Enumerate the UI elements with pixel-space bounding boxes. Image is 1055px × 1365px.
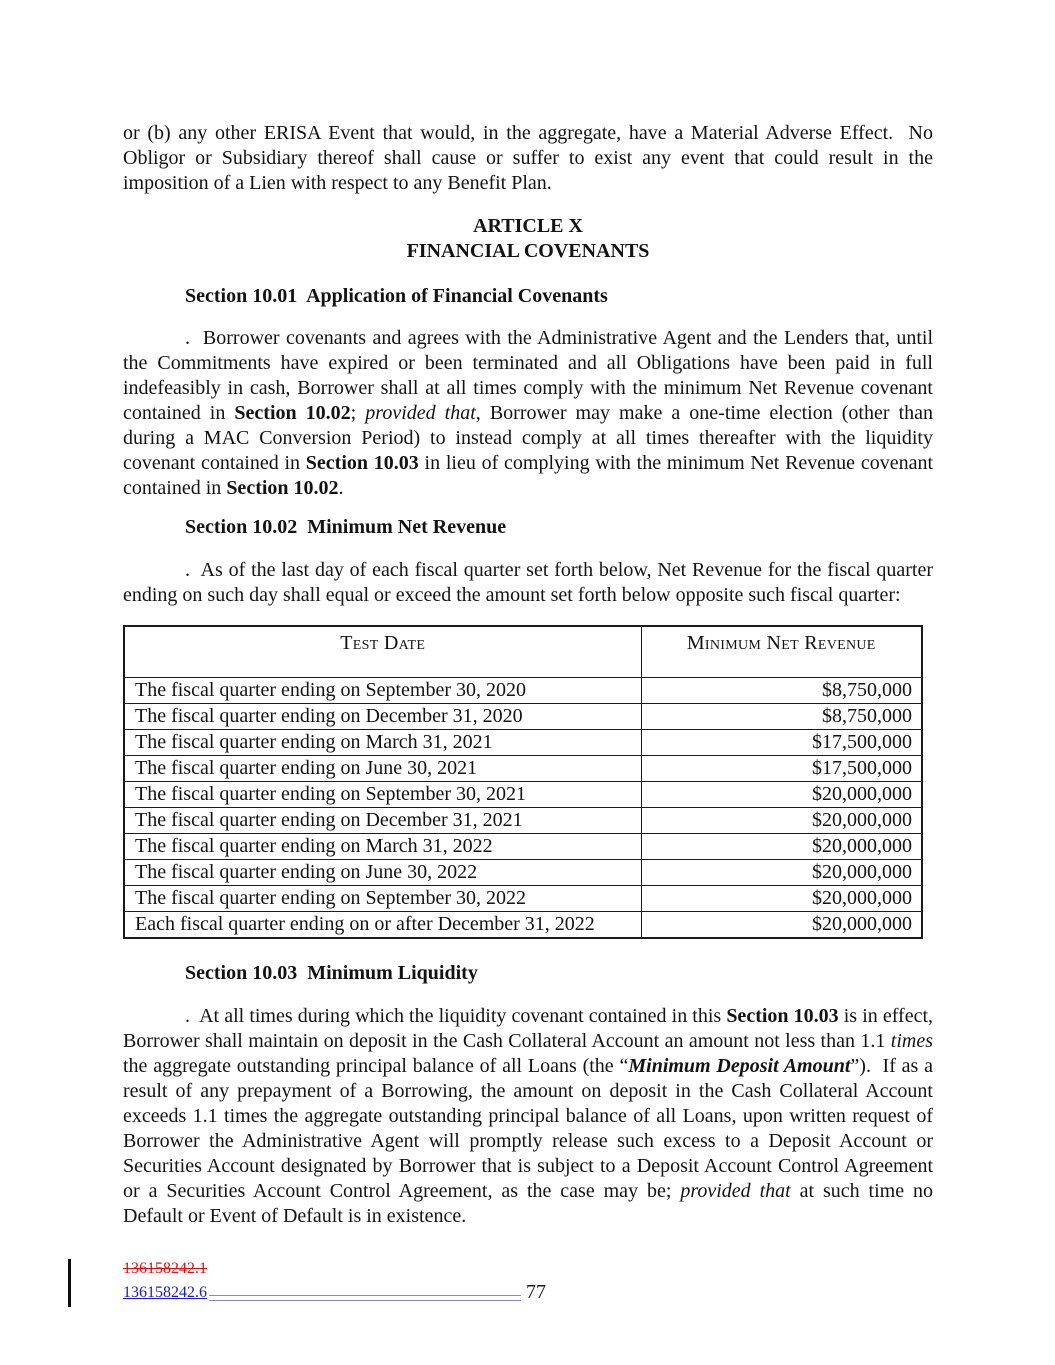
revision-change-bar	[68, 1259, 71, 1307]
minimum-net-revenue-cell: $8,750,000	[641, 704, 922, 730]
page-number: 77	[526, 1281, 546, 1303]
article-title: FINANCIAL COVENANTS	[406, 240, 650, 262]
section-10-01-paragraph: . Borrower covenants and agrees with the Administrative Agent and the Lenders that, until the Commitments have expired or been terminated and all Obligations have been paid in full indefeasibly in cash, Borrower shall at all times comply with the minimum Net Revenue covenant contained in Section 10.02; provided that, Borrower may make a one-time election (other than during a MAC Conversion Period) to instead comply at all times thereafter with the liquidity covenant contained in Section 10.03 in lieu of complying with the minimum Net Revenue covenant contained in Section 10.02.	[123, 327, 933, 499]
table-row	[124, 886, 922, 912]
document-body	[123, 0, 933, 1229]
table-row	[124, 730, 922, 756]
article-number: ARTICLE X	[473, 215, 583, 237]
covenant-table	[123, 625, 923, 939]
test-date-cell: The fiscal quarter ending on March 31, 2021	[124, 730, 641, 756]
table-row	[124, 678, 922, 704]
doc-number-current: 136158242.6	[123, 1284, 207, 1301]
minimum-net-revenue-cell: $17,500,000	[641, 756, 922, 782]
test-date-cell: The fiscal quarter ending on June 30, 2022	[124, 860, 641, 886]
table-row	[124, 704, 922, 730]
test-date-cell: The fiscal quarter ending on September 30, 2022	[124, 886, 641, 912]
table-body	[124, 678, 922, 939]
minimum-net-revenue-cell: $17,500,000	[641, 730, 922, 756]
table-row	[124, 834, 922, 860]
test-date-cell: Each fiscal quarter ending on or after December 31, 2022	[124, 912, 641, 939]
table-row	[124, 912, 922, 939]
minimum-net-revenue-cell: $20,000,000	[641, 860, 922, 886]
section-10-03-paragraph: . At all times during which the liquidity covenant contained in this Section 10.03 is in effect, Borrower shall maintain on deposit in the Cash Collateral Account an amount not less than 1.1 times the aggregate outstanding principal balance of all Loans (the “Minimum Deposit Amount”). If as a result of any prepayment of a Borrowing, the amount on deposit in the Cash Collateral Account exceeds 1.1 times the aggregate outstanding principal balance of all Loans, upon written request of Borrower the Administrative Agent will promptly release such excess to a Deposit Account or Securities Account designated by Borrower that is subject to a Deposit Account Control Agreement or a Securities Account Control Agreement, as the case may be; provided that at such time no Default or Event of Default is in existence.	[123, 1005, 934, 1227]
test-date-cell: The fiscal quarter ending on March 31, 2022	[124, 834, 641, 860]
test-date-cell: The fiscal quarter ending on December 31, 2021	[124, 808, 641, 834]
test-date-cell: The fiscal quarter ending on December 31, 2020	[124, 704, 641, 730]
doc-number-stricken: 136158242.1	[123, 1260, 207, 1277]
minimum-net-revenue-cell: $20,000,000	[641, 886, 922, 912]
table-row	[124, 756, 922, 782]
article-heading	[123, 214, 933, 264]
intro-paragraph: or (b) any other ERISA Event that would, in the aggregate, have a Material Adverse Effect. No Obligor or Subsidiary thereof shall cause or suffer to exist any event that could result in the imposition of a Lien with respect to any Benefit Plan.	[123, 122, 933, 194]
test-date-cell: The fiscal quarter ending on September 30, 2021	[124, 782, 641, 808]
minimum-net-revenue-cell: $20,000,000	[641, 782, 922, 808]
minimum-net-revenue-cell: $20,000,000	[641, 808, 922, 834]
section-heading-10-02: Section 10.02 Minimum Net Revenue	[185, 516, 507, 538]
minimum-net-revenue-cell: $8,750,000	[641, 678, 922, 704]
section-heading-10-03: Section 10.03 Minimum Liquidity	[185, 962, 478, 984]
minimum-net-revenue-cell: $20,000,000	[641, 912, 922, 939]
table-row	[124, 782, 922, 808]
minimum-net-revenue-cell: $20,000,000	[641, 834, 922, 860]
revision-underline-rule	[209, 1295, 521, 1301]
test-date-cell: The fiscal quarter ending on September 30, 2020	[124, 678, 641, 704]
table-header-row	[124, 626, 922, 678]
footer-revision-row	[123, 1281, 933, 1303]
page-footer	[123, 1258, 933, 1303]
table-row	[124, 860, 922, 886]
table-row	[124, 808, 922, 834]
section-10-02-paragraph: . As of the last day of each fiscal quarter set forth below, Net Revenue for the fiscal quarter ending on such day shall equal or exceed the amount set forth below opposite such fiscal quarter:	[123, 559, 933, 606]
table-header-test-date: Test Date	[124, 626, 641, 678]
table-header-minimum-net-revenue: Minimum Net Revenue	[641, 626, 922, 678]
section-heading-10-01: Section 10.01 Application of Financial Covenants	[185, 285, 608, 307]
test-date-cell: The fiscal quarter ending on June 30, 2021	[124, 756, 641, 782]
